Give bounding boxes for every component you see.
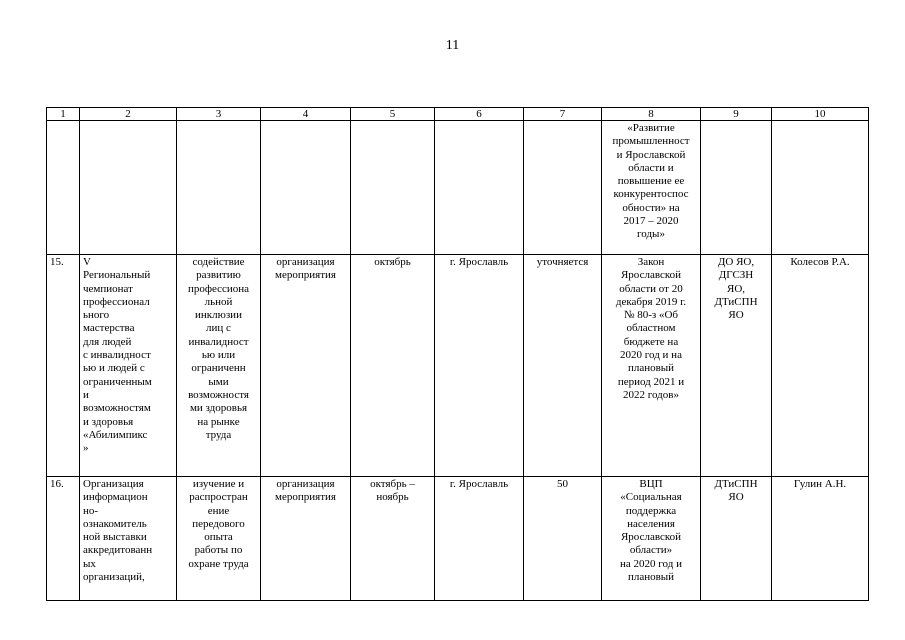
row-number: 16. [47,477,80,601]
event-form [261,121,351,255]
organizer: ДТиСПН ЯО [701,477,772,601]
column-header: 8 [602,108,701,121]
event-amount: 50 [524,477,602,601]
responsible-person [772,121,869,255]
responsible-person: Гулин А.Н. [772,477,869,601]
event-place: г. Ярославль [435,477,524,601]
event-purpose [177,121,261,255]
event-name: Организация информацион но- ознакомитель ной выставки аккредитованн ых организаций, [80,477,177,601]
event-date [351,121,435,255]
column-header: 2 [80,108,177,121]
column-header: 3 [177,108,261,121]
event-place [435,121,524,255]
organizer: ДО ЯО, ДГСЗН ЯО, ДТиСПН ЯО [701,255,772,477]
row-number: 15. [47,255,80,477]
event-date: октябрь – ноябрь [351,477,435,601]
row-number [47,121,80,255]
events-table [46,107,869,601]
column-header: 9 [701,108,772,121]
funding-source: ВЦП «Социальная поддержка населения Ярославской области» на 2020 год и плановый [602,477,701,601]
column-header: 7 [524,108,602,121]
column-header: 4 [261,108,351,121]
column-header: 6 [435,108,524,121]
event-form: организация мероприятия [261,477,351,601]
table-row [47,255,869,477]
event-place: г. Ярославль [435,255,524,477]
table-row [47,477,869,601]
event-date: октябрь [351,255,435,477]
funding-source: Закон Ярославской области от 20 декабря 2019 г. № 80-з «Об областном бюджете на 2020 год и на плановый период 2021 и 2022 годов» [602,255,701,477]
event-amount [524,121,602,255]
header-row [47,108,869,121]
funding-source: «Развитие промышленност и Ярославской области и повышение ее конкурентоспос обности» на 2017 – 2020 годы» [602,121,701,255]
responsible-person: Колесов Р.А. [772,255,869,477]
column-header: 1 [47,108,80,121]
column-header: 5 [351,108,435,121]
event-purpose: содействие развитию профессиона льной инклюзии лиц с инвалидност ью или ограниченн ыми возможностя ми здоровья на рынке труда [177,255,261,477]
column-header: 10 [772,108,869,121]
event-amount: уточняется [524,255,602,477]
table-row [47,121,869,255]
organizer [701,121,772,255]
event-form: организация мероприятия [261,255,351,477]
event-name: V Региональный чемпионат профессионал ьного мастерства для людей с инвалидност ью и людей с ограниченным и возможностям и здоровья «Абилимпикс » [80,255,177,477]
event-name [80,121,177,255]
page-number: 11 [445,38,460,53]
event-purpose: изучение и распростран ение передового опыта работы по охране труда [177,477,261,601]
